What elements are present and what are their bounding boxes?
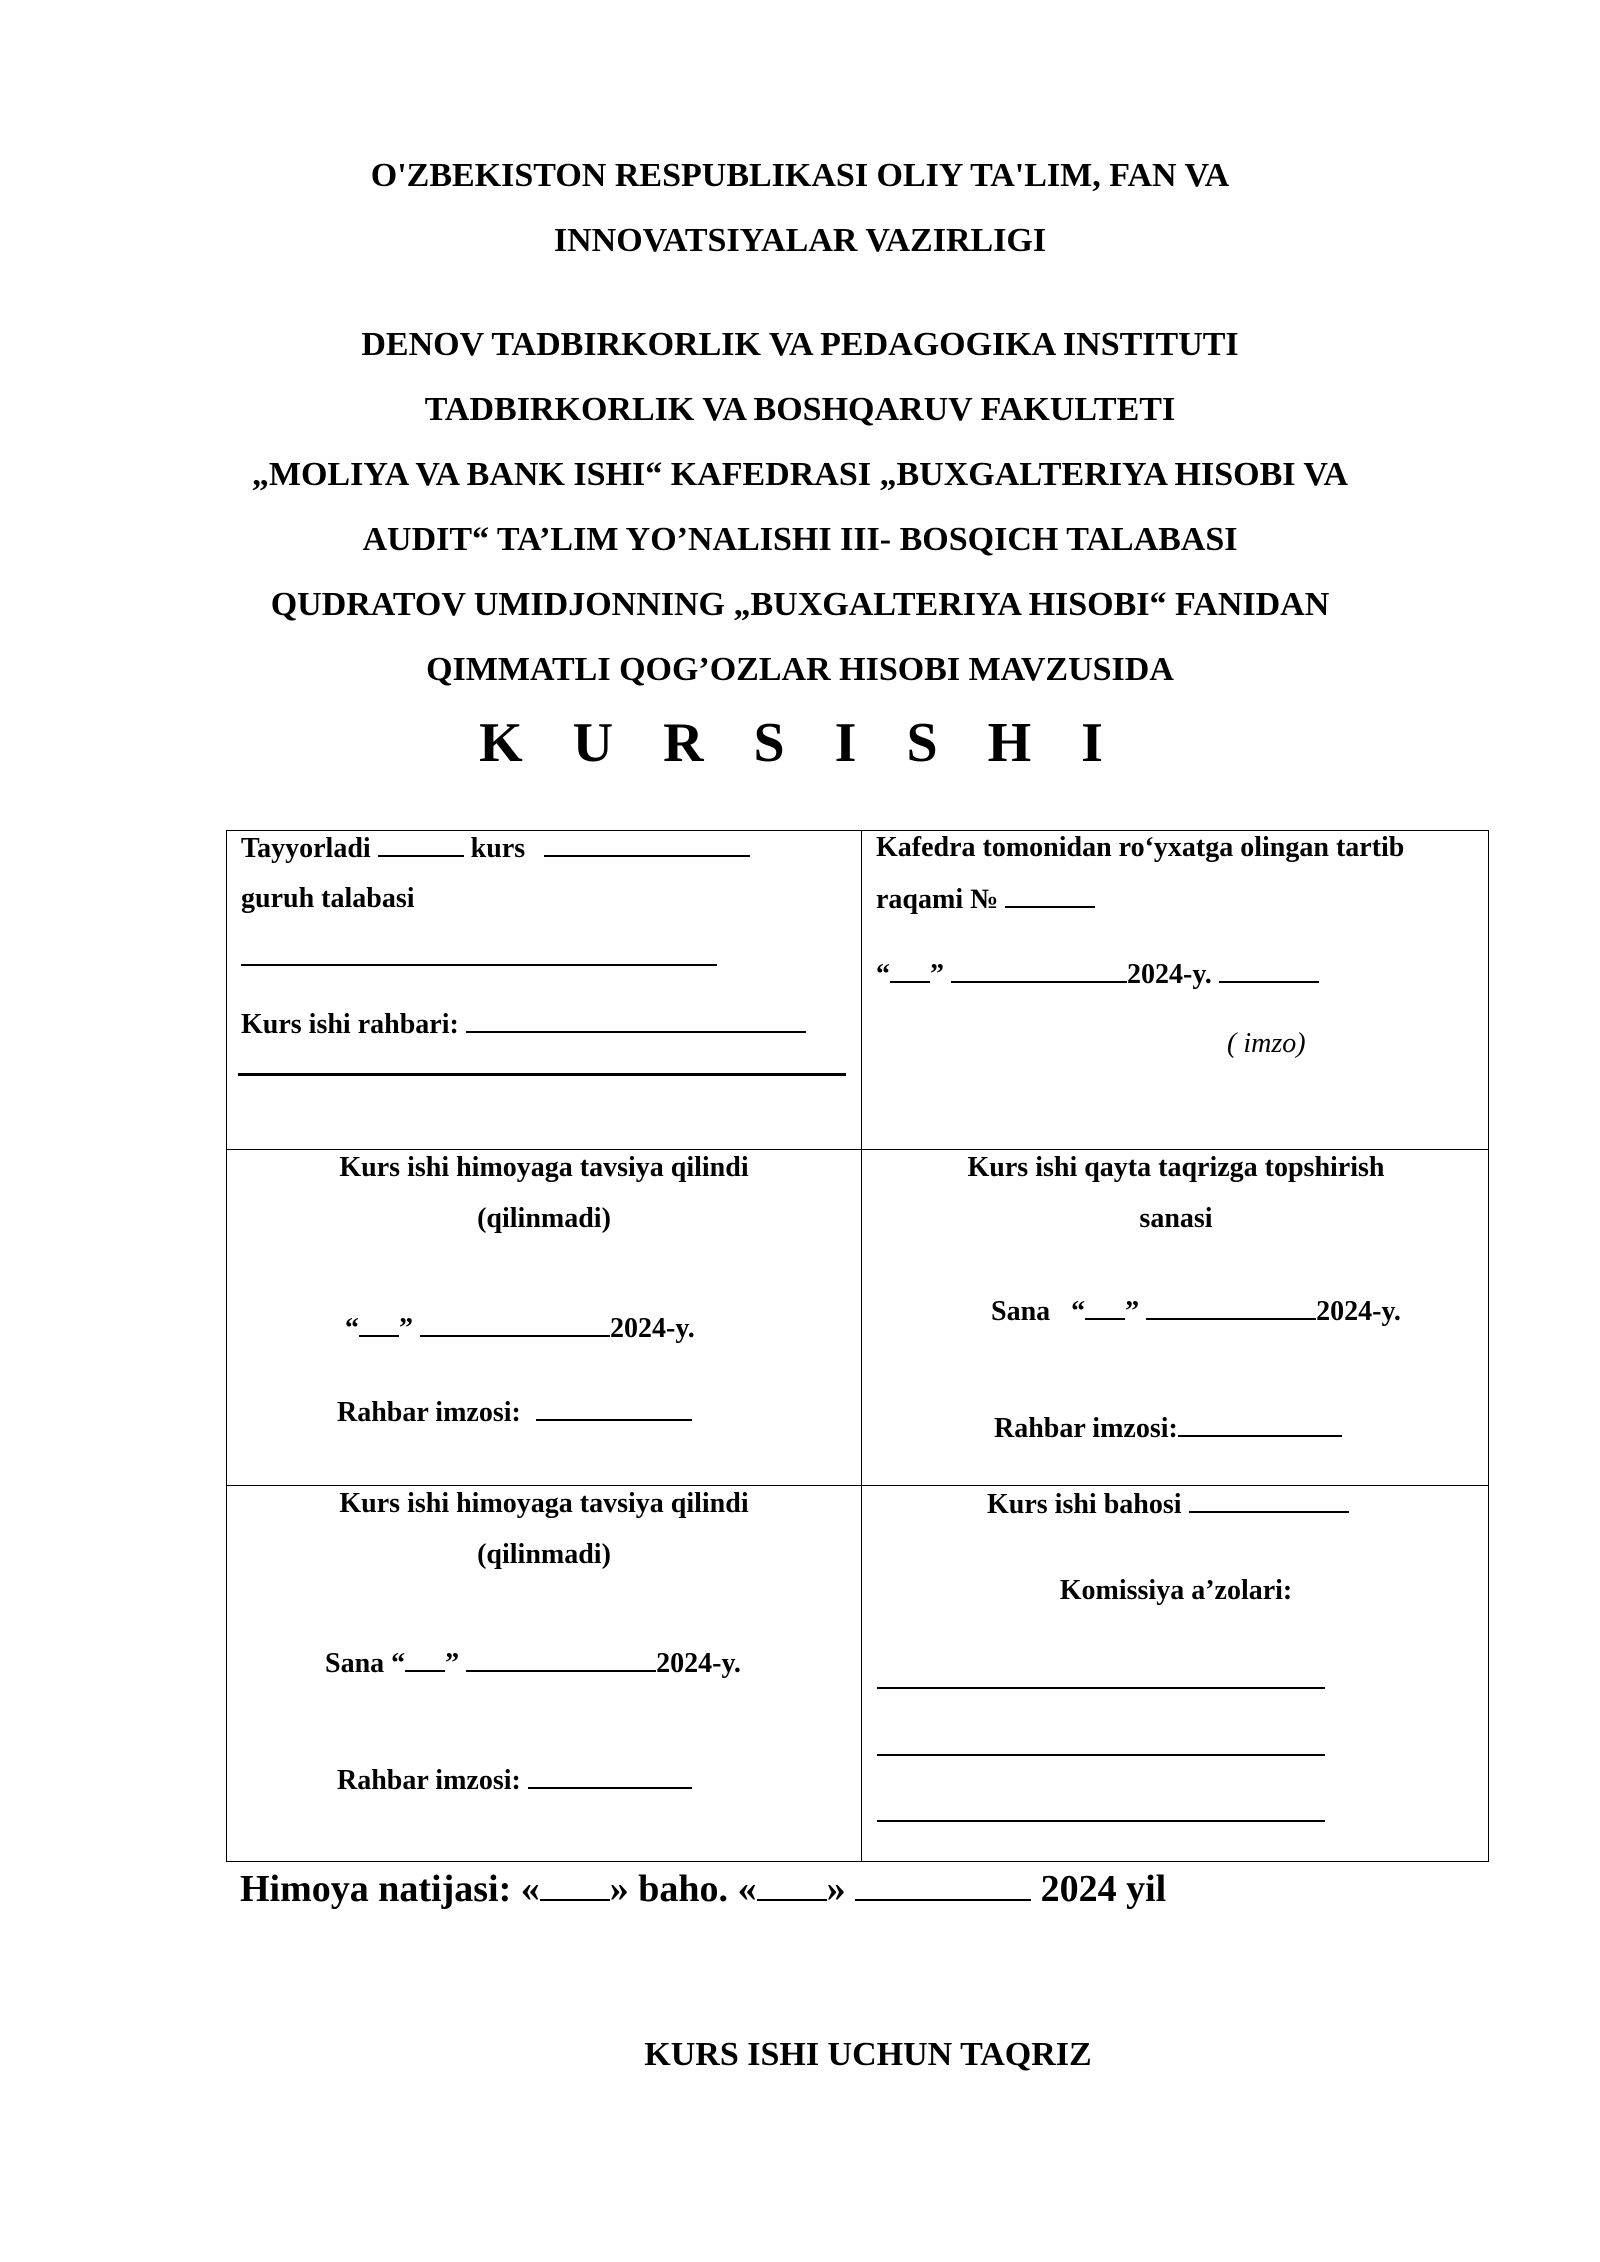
registry-number-label: raqami № [876,884,999,915]
resubmission-sign-blank [1178,1411,1342,1437]
quote-open: “ [876,959,890,990]
date-label: Sana [325,1648,385,1679]
ministry-line-2: INNOVATSIYALAR VAZIRLIGI [553,222,1047,259]
quote-close: » [826,1868,846,1910]
quote-open: “ [391,1648,406,1679]
quote-open: « [520,1868,540,1910]
day-blank [1085,1294,1125,1320]
resubmission-signature-line [994,1411,1342,1446]
date-label: Sana [991,1296,1051,1327]
faculty-name: TADBIRKORLIK VA BOSHQARUV FAKULTETI [424,391,1176,428]
table-row-divider-2 [227,1485,1488,1486]
defense-date-2-line [325,1646,741,1681]
student-line: QUDRATOV UMIDJONNING „BUXGALTERIYA HISOBI“ FANIDAN [270,586,1330,623]
supervisor-label: Kurs ishi rahbari: [241,1009,459,1040]
table-row-divider-1 [227,1149,1488,1150]
course-label: kurs [470,833,526,864]
supervisor-signature-2-line [337,1763,692,1798]
day-blank [405,1646,445,1672]
registry-year: 2024-y. [1127,959,1212,990]
defense-recommended-2-line-1: Kurs ishi himoyaga tavsiya qilindi [339,1488,749,1519]
resubmission-year: 2024-y. [1316,1296,1401,1327]
registry-number-blank [1005,882,1095,908]
department-line-1: „MOLIYA VA BANK ISHI“ KAFEDRASI „BUXGALTERIYA HISOBI VA [251,456,1349,493]
course-blank [378,831,464,857]
ministry-line-1: O'ZBEKISTON RESPUBLIKASI OLIY TA'LIM, FAN VA [370,157,1230,194]
month-blank [951,957,1127,983]
review-heading: KURS ISHI UCHUN TAQRIZ [644,2036,1092,2073]
student-name-line [241,964,717,966]
defense-recommended-line-1: Kurs ishi himoyaga tavsiya qilindi [339,1152,749,1183]
quote-close: ” [930,959,944,990]
month-blank [1146,1294,1316,1320]
month-blank [420,1311,610,1337]
quote-close: ” [399,1313,413,1344]
quote-close: ” [1125,1296,1140,1327]
supervisor-sign-blank-2 [528,1763,692,1789]
result-label: Himoya natijasi: [240,1868,512,1910]
commission-member-line-2 [877,1754,1325,1756]
supervisor-sign-blank [536,1395,692,1421]
prepared-line [241,831,750,866]
quote-close: ” [445,1648,460,1679]
table-column-divider [861,831,862,1861]
resubmission-line-2: sanasi [1139,1203,1213,1234]
group-blank [544,831,750,857]
result-blank-1 [540,1869,610,1901]
result-year: 2024 yil [1040,1868,1167,1910]
defense-recommended-line-2: (qilinmadi) [477,1203,611,1234]
group-student-label: guruh talabasi [241,883,415,914]
day-blank [359,1311,399,1337]
commission-label: Komissiya a’zolari: [1059,1575,1293,1606]
baho-label: baho. [638,1868,729,1910]
registry-line-1: Kafedra tomonidan ro‘yxatga olingan tartib [876,832,1405,863]
supervisor-sign-label: Rahbar imzosi: [337,1397,521,1428]
grade-label: Kurs ishi bahosi [987,1489,1182,1520]
grade-line [987,1487,1349,1522]
info-table [226,830,1489,1862]
document-title: K U R S I S H I [479,712,1121,774]
defense-year-2: 2024-y. [656,1648,741,1679]
department-line-2: AUDIT“ TA’LIM YO’NALISHI III- BOSQICH TALABASI [362,521,1238,558]
defense-recommended-2-line-2: (qilinmadi) [477,1539,611,1570]
registry-date-line [876,957,1319,992]
topic-line: QIMMATLI QOG’OZLAR HISOBI MAVZUSIDA [426,651,1174,688]
quote-close: » [609,1868,629,1910]
supervisor-line [241,1007,806,1042]
quote-open: “ [345,1313,359,1344]
resubmission-sign-label: Rahbar imzosi: [994,1413,1178,1444]
result-date-blank [855,1869,1031,1901]
supervisor-sign-label-2: Rahbar imzosi: [337,1765,521,1796]
prepared-label: Tayyorladi [241,833,371,864]
commission-member-line-1 [877,1687,1325,1689]
signature-caption: ( imzo) [1227,1028,1306,1059]
quote-open: « [737,1868,757,1910]
grade-blank [1189,1487,1349,1513]
registry-number-line [876,882,1095,917]
quote-open: “ [1071,1296,1086,1327]
institute-name: DENOV TADBIRKORLIK VA PEDAGOGIKA INSTITUTI [361,326,1239,363]
supervisor-name-line [238,1073,846,1076]
day-blank [890,957,930,983]
registry-sign-blank [1219,957,1319,983]
commission-member-line-3 [877,1820,1325,1822]
defense-result-line [240,1866,1166,1912]
month-blank [466,1646,656,1672]
resubmission-date-line [991,1294,1401,1329]
result-blank-2 [757,1869,827,1901]
resubmission-line-1: Kurs ishi qayta taqrizga topshirish [967,1152,1385,1183]
supervisor-blank [466,1007,806,1033]
supervisor-signature-line [337,1395,692,1430]
defense-date-line [345,1311,695,1346]
defense-year: 2024-y. [610,1313,695,1344]
